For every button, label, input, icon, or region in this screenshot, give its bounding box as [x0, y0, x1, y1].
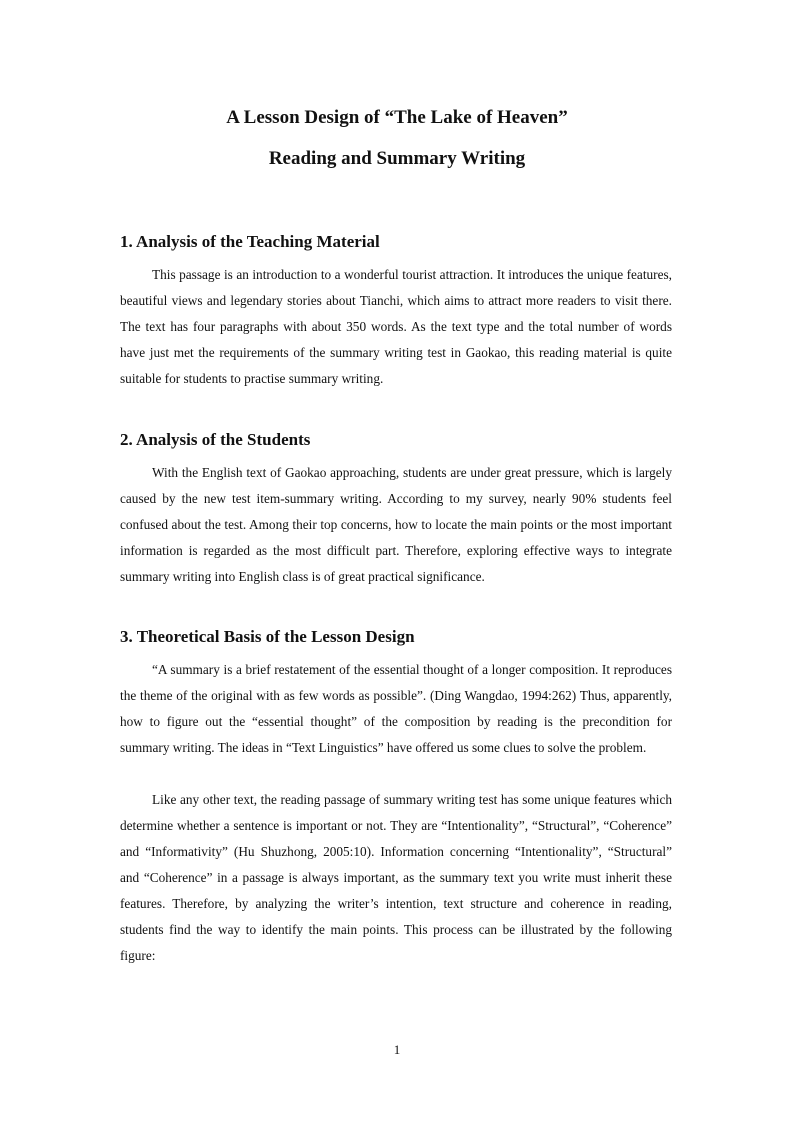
document-subtitle: Reading and Summary Writing — [268, 148, 526, 169]
document-title: A Lesson Design of “The Lake of Heaven” — [226, 107, 568, 128]
paragraph-students: With the English text of Gaokao approaching, students are under great pressure, which is largely caused by the new test item-summary writing. According to my survey, nearly 90% students feel confused about the test. Among their top concerns, how to locate the main points or the most important information is regarded as the most difficult part. Therefore, exploring effective ways to integrate summary writing into English class is of great practical significance. — [120, 465, 672, 584]
section-heading-teaching-material: 1. Analysis of the Teaching Material — [120, 232, 380, 251]
page-number: 1 — [393, 1042, 401, 1057]
paragraph-summary-definition: “A summary is a brief restatement of the essential thought of a longer composition. It reproduces the theme of the original with as few words as possible”. (Ding Wangdao, 1994:262) Thus, apparently, how to figure out the “essential thought” of the composition by reading is the precondition for summary writing. The ideas in “Text Linguistics” have offered us some clues to solve the problem. — [120, 662, 672, 755]
section-heading-students: 2. Analysis of the Students — [120, 430, 311, 449]
paragraph-text-features: Like any other text, the reading passage of summary writing test has some unique features which determine whether a sentence is important or not. They are “Intentionality”, “Structural”, “Coherence” and “Informativity” (Hu Shuzhong, 2005:10). Information concerning “Intentionality”, “Structural” and “Coherence” in a passage is always important, as the summary text you write must inherit these features. Therefore, by analyzing the writer’s intention, text structure and coherence in reading, students find the way to identify the main points. This process can be illustrated by the following figure: — [120, 792, 672, 963]
paragraph-teaching-material: This passage is an introduction to a wonderful tourist attraction. It introduces the unique features, beautiful views and legendary stories about Tianchi, which aims to attract more readers to visit there. The text has four paragraphs with about 350 words. As the text type and the total number of words have just met the requirements of the summary writing test in Gaokao, this reading material is quite suitable for students to practise summary writing. — [120, 267, 672, 386]
section-heading-theoretical-basis: 3. Theoretical Basis of the Lesson Design — [120, 627, 415, 646]
